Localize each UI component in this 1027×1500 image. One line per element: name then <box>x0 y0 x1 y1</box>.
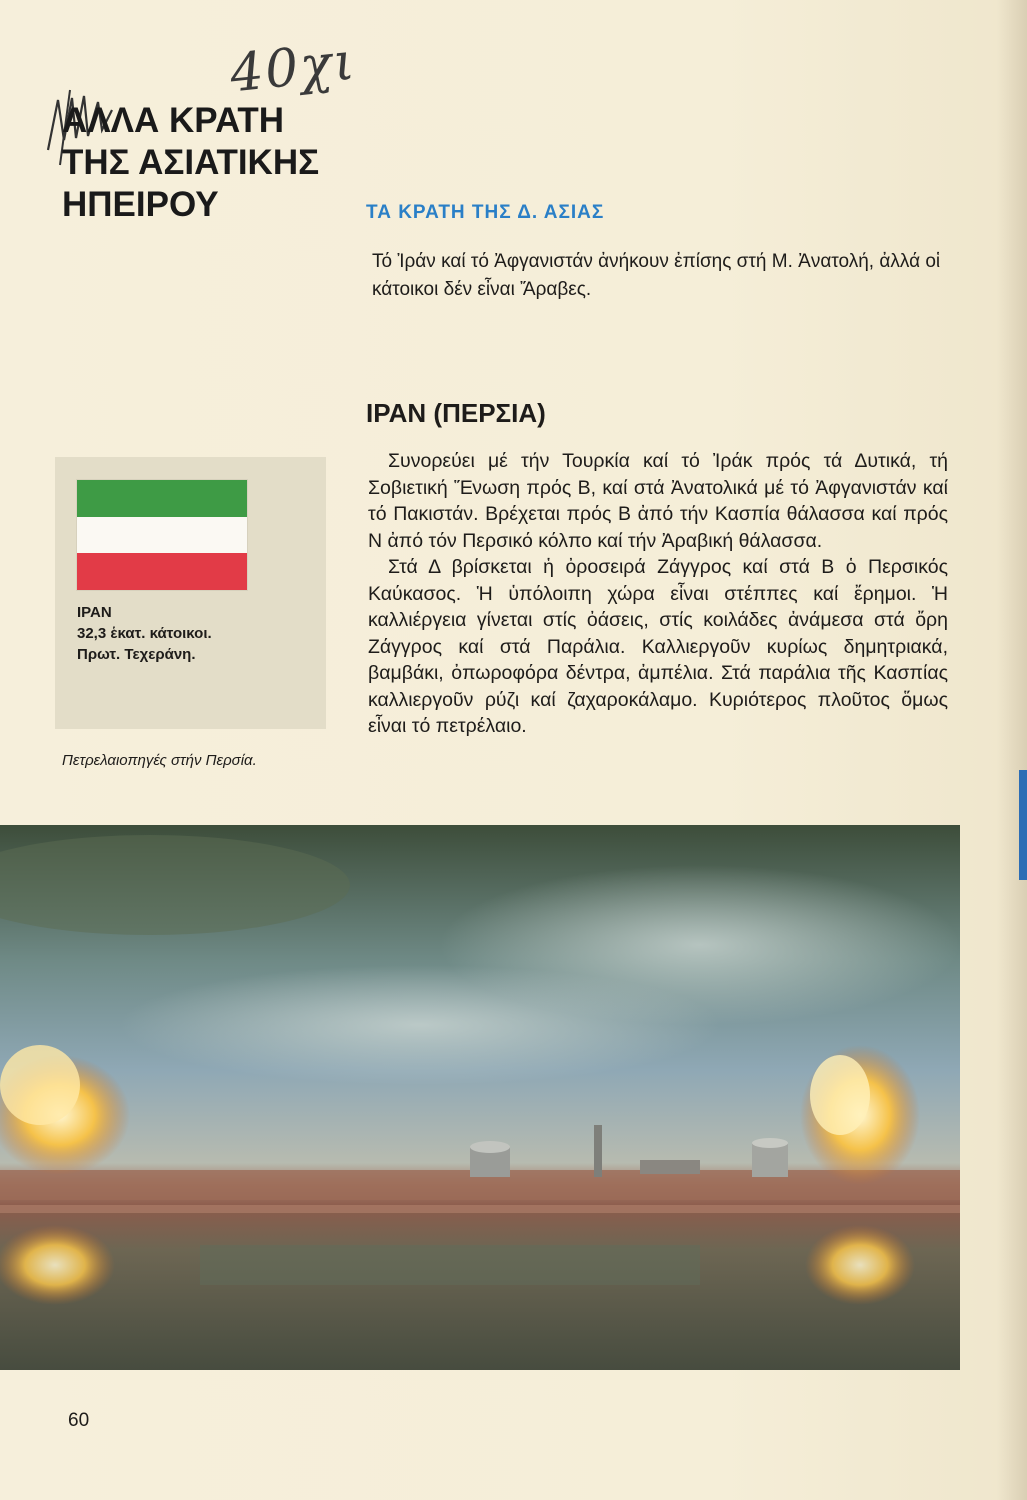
section-heading: ΤΑ ΚΡΑΤΗ ΤΗΣ Δ. ΑΣΙΑΣ <box>366 202 605 223</box>
page-edge-tab <box>1019 770 1027 880</box>
page-number: 60 <box>68 1410 90 1431</box>
paragraph-geography: Στά Δ βρίσκεται ἡ ὀροσειρά Ζάγγρος καί στά Β ὁ Περσικός Καύκασος. Ἡ ὑπόλοιπη χώρα εἶναι στέππες καί ἔρημοι. Ἡ καλλιέργεια γίνεται στίς ὀάσεις, στίς κοιλάδες ἀνάμεσα στά ὄρη Ζάγγρος καί στά Παράλια. Καλλιεργοῦν κυρίως δημητριακά, βαμβάκι, ὀπωροφόρα δέντρα, ἀμπέλια. Στά παράλια τῆς Κασπίας καλλιεργοῦν ρύζι καί ζαχαροκάλαμο. Κυριότερος πλοῦτος ὅμως εἶναι τό πετρέλαιο. <box>368 556 948 737</box>
country-description <box>368 448 948 740</box>
country-info-box <box>55 457 326 729</box>
chapter-title <box>62 100 319 226</box>
paragraph-borders: Συνορεύει μέ τήν Τουρκία καί τό Ἰράκ πρός τά Δυτικά, τή Σοβιετική Ἕνωση πρός Β, καί στά Ἀνατολικά μέ τό Ἀφγανιστάν καί τό Πακιστάν. Βρέχεται πρός Β ἀπό τήν Κασπία θάλασσα καί πρός Ν ἀπό τόν Περσικό κόλπο καί τήν Ἀραβική θάλασσα. <box>368 450 948 552</box>
country-capital: Πρωτ. Τεχεράνη. <box>77 646 196 663</box>
country-facts <box>77 602 212 665</box>
flag-stripe-red <box>77 553 247 590</box>
intro-paragraph: Τό Ἰράν καί τό Ἀφγανιστάν ἀνήκουν ἐπίσης στή Μ. Ἀνατολή, ἀλλά οἱ κάτοικοι δέν εἶναι Ἄραβες. <box>372 251 941 300</box>
handwritten-note: 40χι <box>227 31 359 105</box>
country-name: ΙΡΑΝ <box>77 604 112 621</box>
chapter-title-line-2: ΤΗΣ ΑΣΙΑΤΙΚΗΣ <box>62 143 320 182</box>
page-edge-shadow <box>997 0 1027 1500</box>
chapter-title-line-3: ΗΠΕΙΡΟΥ <box>62 185 219 224</box>
oil-field-photo <box>0 825 960 1370</box>
country-heading: ΙΡΑΝ (ΠΕΡΣΙΑ) <box>366 398 546 428</box>
iran-flag <box>77 480 247 590</box>
flag-stripe-green <box>77 480 247 517</box>
photo-caption: Πετρελαιοπηγές στήν Περσία. <box>62 752 257 769</box>
flag-stripe-white <box>77 517 247 554</box>
country-population: 32,3 ἑκατ. κάτοικοι. <box>77 625 212 642</box>
chapter-title-line-1: ΑΛΛΑ ΚΡΑΤΗ <box>62 101 285 140</box>
